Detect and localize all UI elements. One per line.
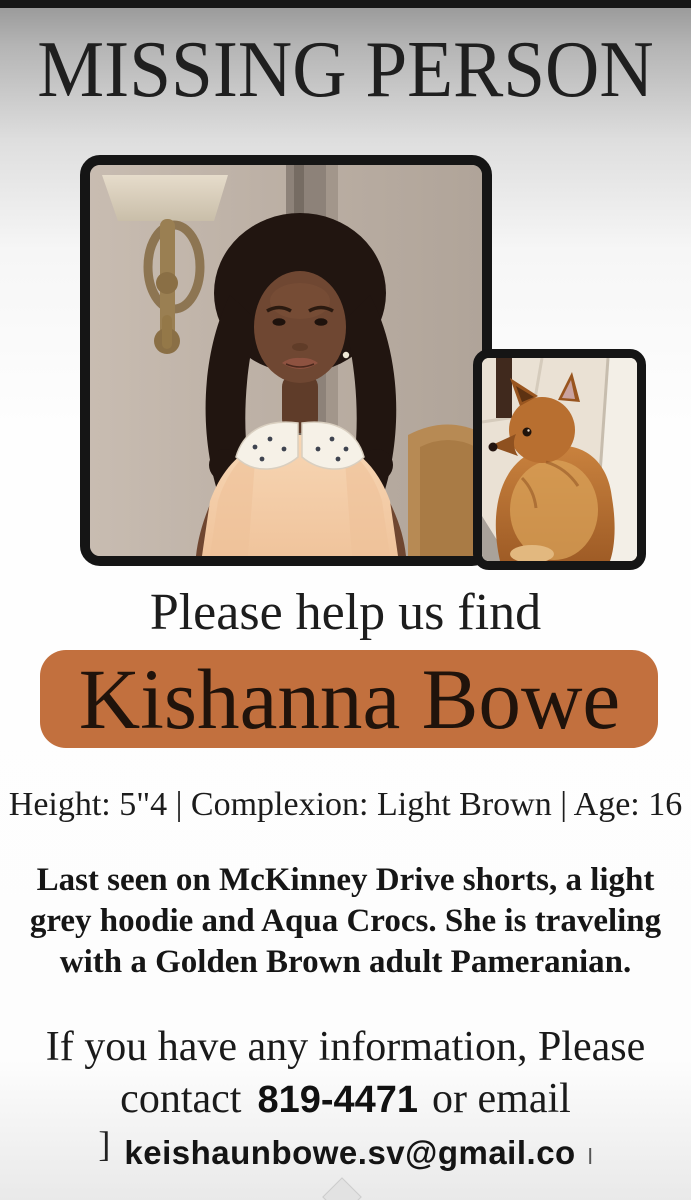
door-post (496, 358, 512, 418)
missing-person-name: Kishanna Bowe (78, 651, 620, 747)
description-line-2: grey hoodie and Aqua Crocs. She is traveling (29, 903, 662, 939)
last-seen-description (0, 860, 691, 983)
contact-phone-line (0, 1074, 691, 1125)
contact-prefix: contact (120, 1076, 242, 1122)
right-tick-mark: l (587, 1144, 593, 1169)
contact-info-line: If you have any information, Please (45, 1024, 646, 1070)
subtitle: Please help us find (149, 584, 542, 641)
description-line-3: with a Golden Brown adult Pameranian. (59, 944, 632, 980)
description-line-1: Last seen on McKinney Drive shorts, a light (36, 862, 655, 898)
email-address: keishaunbowe.sv@gmail.co (124, 1134, 576, 1171)
physical-details: Height: 5"4 | Complexion: Light Brown | Age: 16 (8, 786, 683, 823)
top-dark-bar (0, 0, 691, 8)
email-line (0, 1124, 691, 1176)
main-portrait-photo (80, 155, 492, 566)
phone-number: 819-4471 (257, 1079, 419, 1121)
contact-suffix: or email (432, 1076, 571, 1122)
chair (408, 424, 482, 556)
pearl-earring (343, 352, 349, 358)
bottom-diamond-icon (322, 1177, 362, 1200)
left-bracket-mark: ] (98, 1124, 111, 1164)
girl-figure (196, 213, 406, 556)
girl-portrait-illustration (90, 165, 482, 556)
poster-title: MISSING PERSON (37, 26, 654, 114)
dog-inset-photo (473, 349, 646, 570)
name-banner (40, 650, 658, 748)
pomeranian-illustration (482, 358, 637, 561)
